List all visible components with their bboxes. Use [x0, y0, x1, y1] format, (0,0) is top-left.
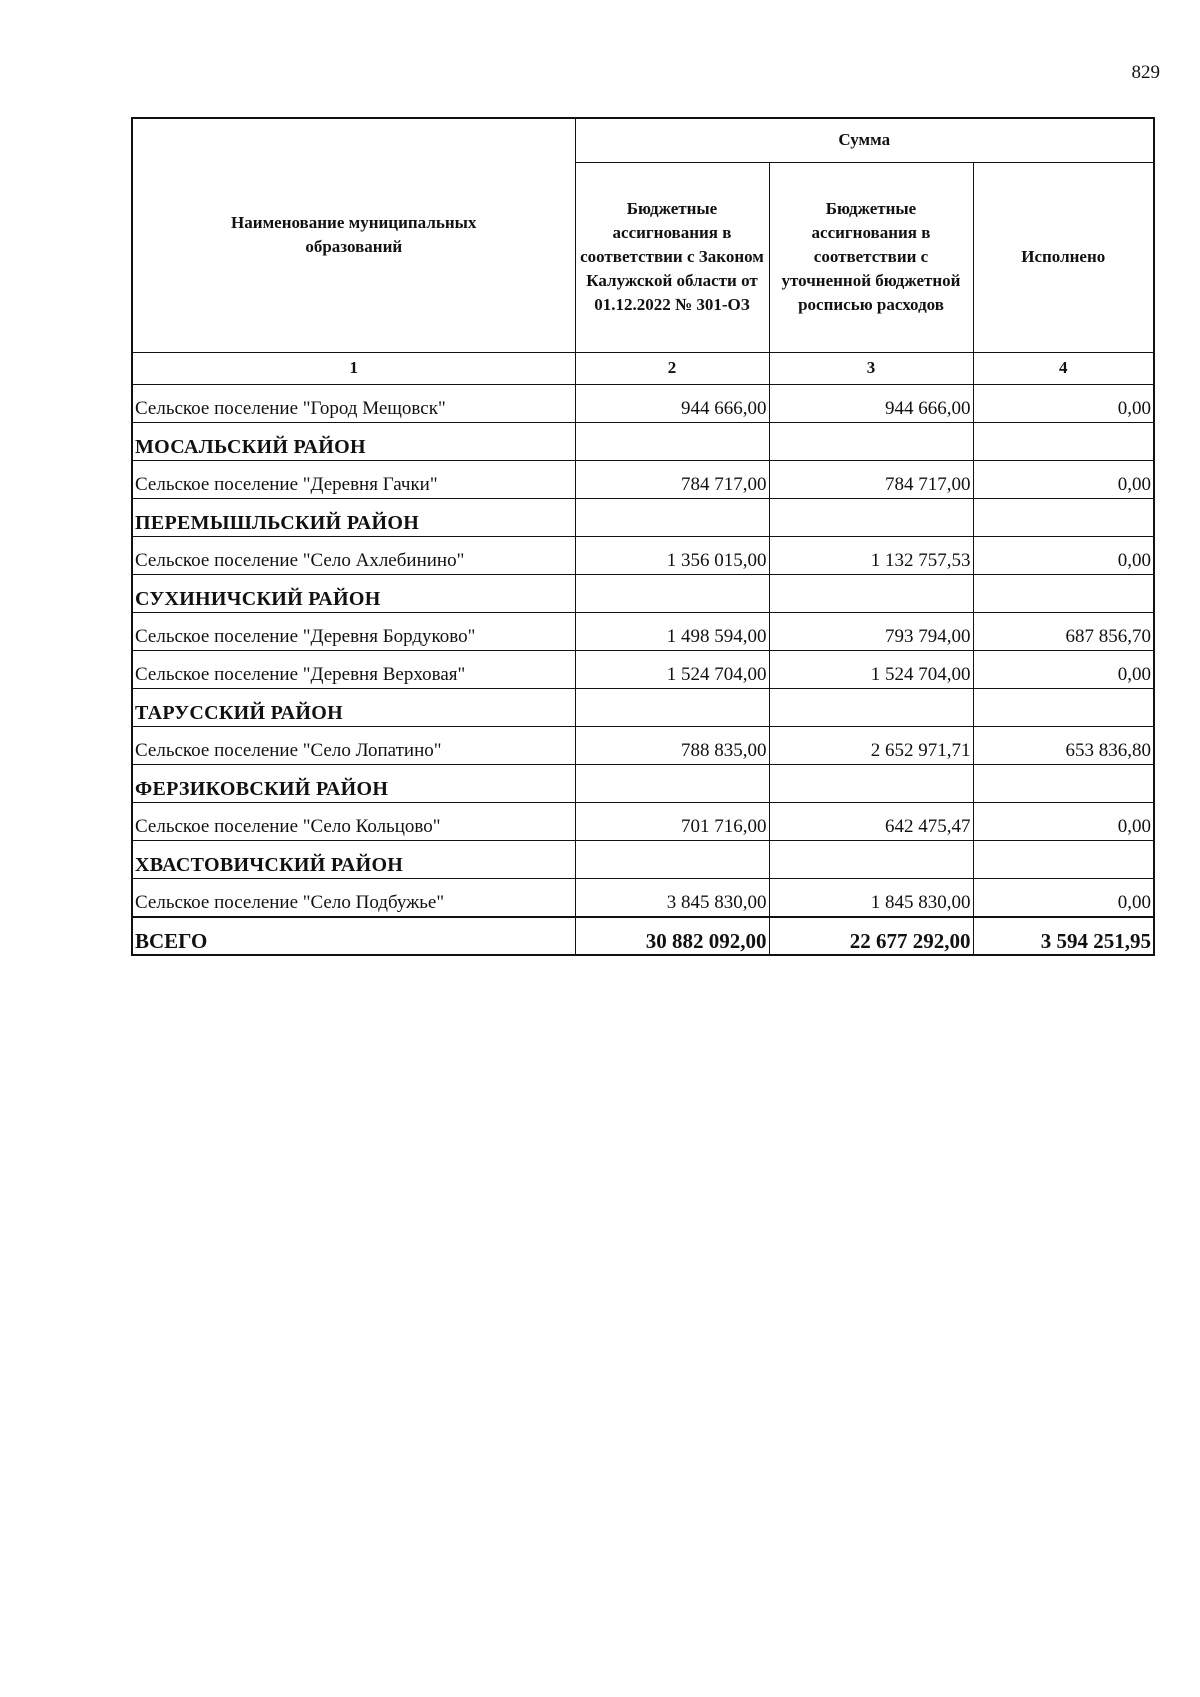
row-refined-amount [769, 574, 973, 612]
budget-table [131, 117, 1155, 956]
header-name-column: Наименование муниципальных образований [132, 118, 575, 352]
total-label: ВСЕГО [132, 917, 575, 955]
row-refined-amount: 1 524 704,00 [769, 650, 973, 688]
row-executed-amount [973, 498, 1154, 536]
page-number: 829 [1131, 62, 1160, 83]
row-executed-amount [973, 840, 1154, 878]
district-row [132, 840, 1154, 878]
district-row [132, 764, 1154, 802]
table-row [132, 650, 1154, 688]
row-law-amount: 784 717,00 [575, 460, 769, 498]
row-law-amount [575, 840, 769, 878]
row-name: Сельское поселение "Деревня Гачки" [132, 460, 575, 498]
row-law-amount [575, 764, 769, 802]
row-refined-amount: 1 845 830,00 [769, 878, 973, 917]
row-name: Сельское поселение "Село Подбужье" [132, 878, 575, 917]
row-name: Сельское поселение "Деревня Верховая" [132, 650, 575, 688]
district-name: МОСАЛЬСКИЙ РАЙОН [132, 422, 575, 460]
header-col-executed: Исполнено [973, 162, 1154, 352]
row-law-amount [575, 574, 769, 612]
row-law-amount: 788 835,00 [575, 726, 769, 764]
row-law-amount: 1 498 594,00 [575, 612, 769, 650]
table-row [132, 612, 1154, 650]
column-number-4: 4 [973, 352, 1154, 384]
row-executed-amount: 0,00 [973, 650, 1154, 688]
row-executed-amount: 653 836,80 [973, 726, 1154, 764]
row-executed-amount: 0,00 [973, 878, 1154, 917]
district-row [132, 688, 1154, 726]
column-number-3: 3 [769, 352, 973, 384]
row-law-amount: 1 356 015,00 [575, 536, 769, 574]
table-row [132, 726, 1154, 764]
row-name: Сельское поселение "Город Мещовск" [132, 384, 575, 422]
row-executed-amount: 0,00 [973, 536, 1154, 574]
row-law-amount [575, 688, 769, 726]
table-row [132, 802, 1154, 840]
row-law-amount [575, 422, 769, 460]
column-number-2: 2 [575, 352, 769, 384]
row-executed-amount: 0,00 [973, 460, 1154, 498]
row-refined-amount: 1 132 757,53 [769, 536, 973, 574]
row-law-amount: 3 845 830,00 [575, 878, 769, 917]
row-refined-amount: 642 475,47 [769, 802, 973, 840]
row-name: Сельское поселение "Село Лопатино" [132, 726, 575, 764]
header-col-refined-assignments: Бюджетные ассигнования в соответствии с уточненной бюджетной росписью расходов [769, 162, 973, 352]
row-refined-amount: 793 794,00 [769, 612, 973, 650]
row-refined-amount: 2 652 971,71 [769, 726, 973, 764]
district-name: СУХИНИЧСКИЙ РАЙОН [132, 574, 575, 612]
district-row [132, 422, 1154, 460]
row-law-amount: 944 666,00 [575, 384, 769, 422]
total-executed-amount: 3 594 251,95 [973, 917, 1154, 955]
column-number-1: 1 [132, 352, 575, 384]
district-name: ХВАСТОВИЧСКИЙ РАЙОН [132, 840, 575, 878]
district-row [132, 574, 1154, 612]
row-refined-amount [769, 688, 973, 726]
row-refined-amount [769, 498, 973, 536]
row-refined-amount [769, 840, 973, 878]
row-name: Сельское поселение "Село Ахлебинино" [132, 536, 575, 574]
total-law-amount: 30 882 092,00 [575, 917, 769, 955]
header-col-law-assignments: Бюджетные ассигнования в соответствии с Законом Калужской области от 01.12.2022 № 301-ОЗ [575, 162, 769, 352]
table-row [132, 460, 1154, 498]
total-refined-amount: 22 677 292,00 [769, 917, 973, 955]
table-row [132, 878, 1154, 917]
row-executed-amount: 0,00 [973, 384, 1154, 422]
header-sum-group: Сумма [575, 118, 1154, 162]
row-law-amount [575, 498, 769, 536]
total-row [132, 917, 1154, 955]
row-executed-amount: 0,00 [973, 802, 1154, 840]
row-refined-amount [769, 422, 973, 460]
table-row [132, 384, 1154, 422]
district-name: ТАРУССКИЙ РАЙОН [132, 688, 575, 726]
row-executed-amount [973, 574, 1154, 612]
row-executed-amount: 687 856,70 [973, 612, 1154, 650]
district-name: ФЕРЗИКОВСКИЙ РАЙОН [132, 764, 575, 802]
district-row [132, 498, 1154, 536]
row-law-amount: 1 524 704,00 [575, 650, 769, 688]
row-refined-amount: 784 717,00 [769, 460, 973, 498]
row-refined-amount [769, 764, 973, 802]
row-law-amount: 701 716,00 [575, 802, 769, 840]
row-refined-amount: 944 666,00 [769, 384, 973, 422]
table-row [132, 536, 1154, 574]
row-executed-amount [973, 422, 1154, 460]
row-executed-amount [973, 688, 1154, 726]
district-name: ПЕРЕМЫШЛЬСКИЙ РАЙОН [132, 498, 575, 536]
row-name: Сельское поселение "Деревня Бордуково" [132, 612, 575, 650]
row-name: Сельское поселение "Село Кольцово" [132, 802, 575, 840]
row-executed-amount [973, 764, 1154, 802]
